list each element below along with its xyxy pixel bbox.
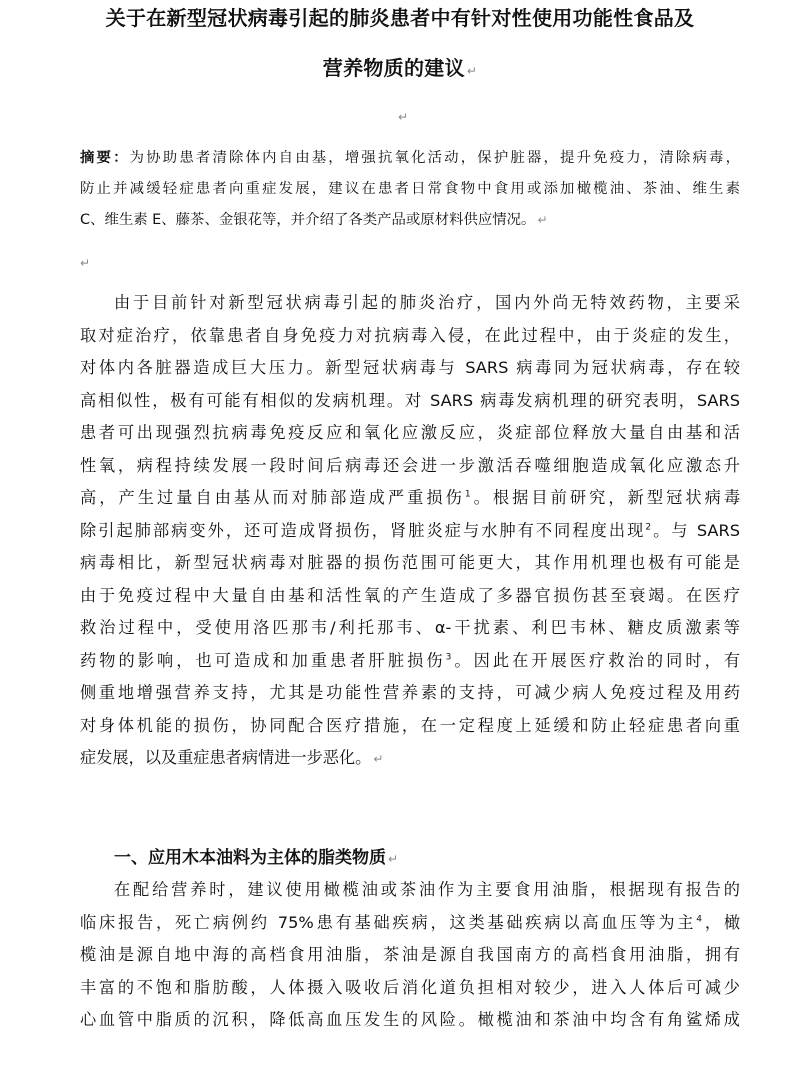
paragraph-mark-icon: ↵ [398,110,409,124]
section-heading: 一、应用木本油料为主体的脂类物质 ↵ [114,848,399,868]
paragraph-line: 患者可出现强烈抗病毒免疫反应和氧化应激反应，炎症部位释放大量自由基和活 [80,423,740,442]
paragraph-line: 性氧，病程持续发展一段时间后病毒还会进一步激活吞噬细胞造成氧化应激态升 [80,455,740,475]
citation-ref: 1 [464,489,471,500]
paragraph-line: 丰富的不饱和脂肪酸，人体摄入吸收后消化道负担相对较少，进入人体后可减少 [80,977,740,997]
paragraph-line: 取对症治疗，依靠患者自身免疫力对抗病毒入侵，在此过程中，由于炎症的发生， [80,325,740,345]
paragraph-line: 症发展，以及重症患者病情进一步恶化。 ↵ [80,748,384,767]
citation-ref: 4 [696,914,703,925]
paragraph-line: 除引起肺部病变外，还可造成肾损伤，肾脏炎症与水肿有不同程度出现$^2$。与 SARS [80,520,740,540]
paragraph-mark-icon: ↵ [388,852,399,866]
paragraph-mark-icon: ↵ [373,752,384,766]
abstract-label: 摘要： [80,150,130,166]
section-1-paragraph [80,874,740,1037]
paragraph-mark-icon: ↵ [537,213,548,227]
abstract-line: C、维生素 E、藤茶、金银花等，并介绍了各类产品或原材料供应情况。 ↵ [80,212,548,228]
document-title-line-1: 关于在新型冠状病毒引起的肺炎患者中有针对性使用功能性食品及 [105,6,695,30]
paragraph-line: 侧重地增强营养支持，尤其是功能性营养素的支持，可减少病人免疫过程及用药 [80,683,740,702]
paragraph-line: 高，产生过量自由基从而对肺部造成严重损伤$^1$。根据目前研究，新型冠状病毒 [80,488,740,507]
paragraph-line: 由于免疫过程中大量自由基和活性氧的产生造成了多器官损伤甚至衰竭。在医疗 [80,585,740,605]
paragraph-line: 高相似性，极有可能有相似的发病机理。对 SARS 病毒发病机理的研究表明，SARS [80,390,740,410]
paragraph-mark-icon: ↵ [466,64,478,78]
paragraph-line: 临床报告，死亡病例约 75%患有基础疾病，这类基础疾病以高血压等为主$^4$，橄 [80,912,740,932]
paragraph-line: 榄油是源自地中海的高档食用油脂，茶油是源自我国南方的高档食用油脂，拥有 [80,945,740,964]
title-line-2-text: 营养物质的建议 [322,56,465,80]
abstract-line: 摘要：为协助患者清除体内自由基，增强抗氧化活动，保护脏器，提升免疫力，清除病毒， [80,150,740,166]
paragraph-line: 对身体机能的损伤，协同配合医疗措施，在一定程度上延缓和防止轻症患者向重 [80,715,740,735]
paragraph-mark-icon: ↵ [80,256,91,270]
paragraph-line: 药物的影响，也可造成和加重患者肝脏损伤$^3$。因此在开展医疗救治的同时，有 [80,650,740,670]
citation-ref: 2 [645,522,652,533]
paragraph-line: 心血管中脂质的沉积，降低高血压发生的风险。橄榄油和茶油中均含有角鲨烯成 [80,1010,740,1029]
document-title-line-2 [40,52,760,81]
paragraph-line: 在配给营养时，建议使用橄榄油或茶油作为主要食用油脂，根据现有报告的 [114,880,740,899]
paragraph-line: 由于目前针对新型冠状病毒引起的肺炎治疗，国内外尚无特效药物，主要采 [114,293,740,312]
paragraph-line: 救治过程中，受使用洛匹那韦/利托那韦、α-干扰素、利巴韦林、糖皮质激素等 [80,618,740,637]
abstract [80,143,740,236]
paragraph-1 [80,287,740,776]
paragraph-line: 对体内各脏器造成巨大压力。新型冠状病毒与 SARS 病毒同为冠状病毒，存在较 [80,358,740,377]
abstract-line: 防止并减缓轻症患者向重症发展，建议在患者日常食物中食用或添加橄榄油、茶油、维生素 [80,181,740,197]
paragraph-line: 病毒相比，新型冠状病毒对脏器的损伤范围可能更大，其作用机理也极有可能是 [80,553,740,572]
citation-ref: 3 [445,652,452,663]
